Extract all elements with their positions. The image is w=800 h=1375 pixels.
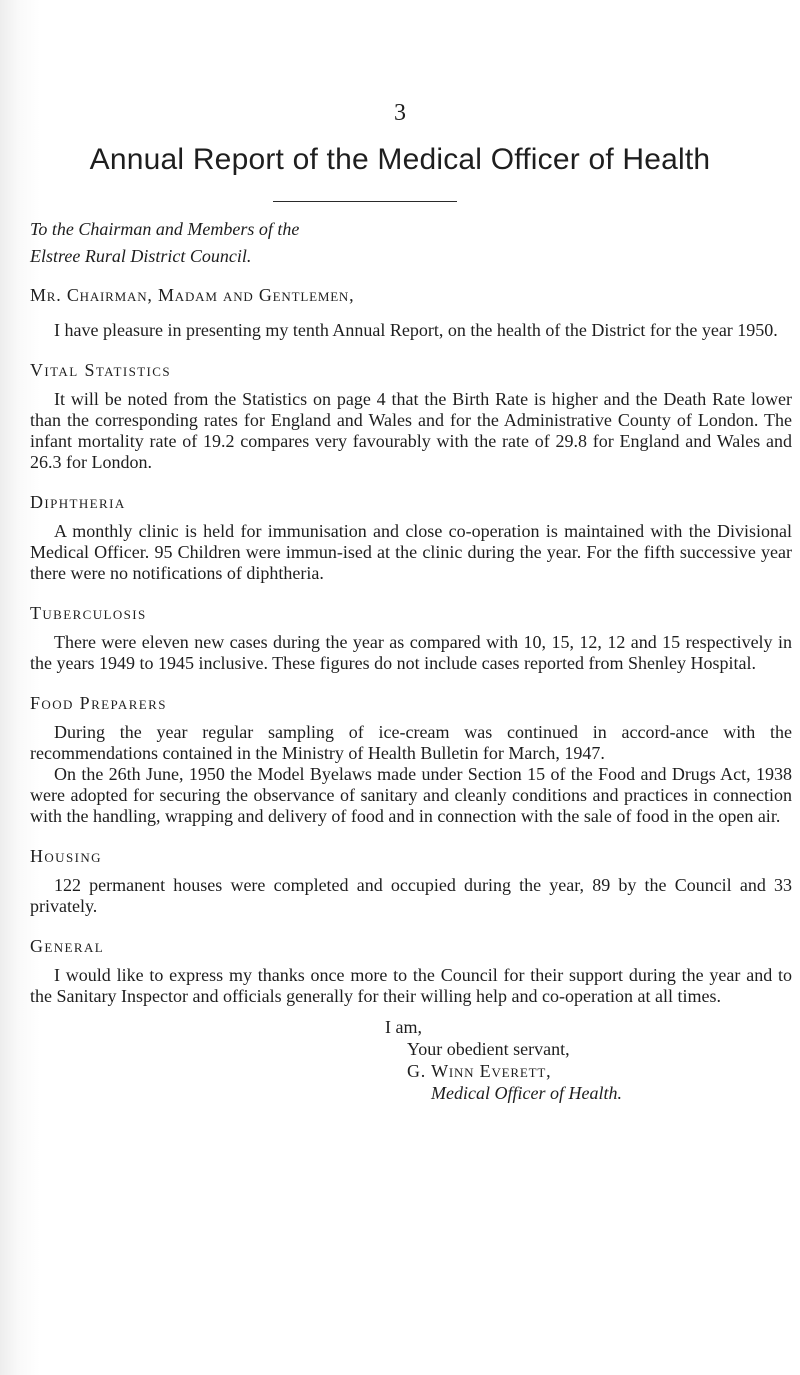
section-heading: Diphtheria [30, 492, 126, 512]
salutation: Mr. Chairman, Madam and Gentlemen, [30, 285, 355, 305]
section-diphtheria [30, 492, 792, 584]
section-tuberculosis [30, 603, 792, 674]
sign-off-line-2: Your obedient servant, [407, 1039, 570, 1059]
section-heading: Housing [30, 846, 102, 866]
section-heading: Tuberculosis [30, 603, 147, 623]
signatory-role: Medical Officer of Health. [431, 1083, 622, 1103]
sign-off-line-1: I am, [385, 1017, 422, 1037]
section-paragraph: During the year regular sampling of ice-cream was continued in accord-ance with the recommendations contained in the Ministry of Health Bulletin for March, 1947. [30, 722, 792, 763]
section-vital-statistics [30, 360, 792, 473]
page-title: Annual Report of the Medical Officer of Health [89, 143, 711, 176]
report-body [30, 216, 792, 1104]
section-paragraph: It will be noted from the Statistics on page 4 that the Birth Rate is higher and the Death Rate lower than the corresponding rates for England and Wales and for the Administrative County of London. The infant mortality rate of 19.2 compares very favourably with the rate of 29.8 for England and Wales and 26.3 for London. [30, 389, 792, 472]
section-paragraph: I would like to express my thanks once more to the Council for their support during the year and to the Sanitary Inspector and officials generally for their willing help and co-operation at all times. [30, 965, 792, 1006]
page-number: 3 [394, 100, 406, 126]
section-food-preparers [30, 693, 792, 827]
intro-paragraph: I have pleasure in presenting my tenth Annual Report, on the health of the District for the year 1950. [54, 320, 778, 340]
addressee-block [30, 216, 792, 270]
section-heading: Vital Statistics [30, 360, 171, 380]
section-paragraph: 122 permanent houses were completed and occupied during the year, 89 by the Council and 33 privately. [30, 875, 792, 916]
section-heading: Food Preparers [30, 693, 167, 713]
section-heading: General [30, 936, 105, 956]
title-underline-divider [273, 201, 457, 202]
section-paragraph: A monthly clinic is held for immunisation and close co-operation is maintained with the Divisional Medical Officer. 95 Children were immun-ised at the clinic during the year. For the fifth successive year there were no notifications of diphtheria. [30, 521, 792, 583]
addressee-line-2: Elstree Rural District Council. [30, 246, 252, 266]
section-general [30, 936, 792, 1007]
signatory-name: G. Winn Everett, [407, 1061, 552, 1081]
sign-off-block [30, 1016, 792, 1104]
section-paragraph: There were eleven new cases during the year as compared with 10, 15, 12, 12 and 15 respectively in the years 1949 to 1945 inclusive. These figures do not include cases reported from Shenley Hospital. [30, 632, 792, 673]
section-paragraph: On the 26th June, 1950 the Model Byelaws made under Section 15 of the Food and Drugs Act, 1938 were adopted for securing the observance of sanitary and cleanly conditions and practices in connection with the handling, wrapping and delivery of food and in connection with the sale of food in the open air. [30, 764, 792, 826]
section-housing [30, 846, 792, 917]
addressee-line-1: To the Chairman and Members of the [30, 219, 300, 239]
